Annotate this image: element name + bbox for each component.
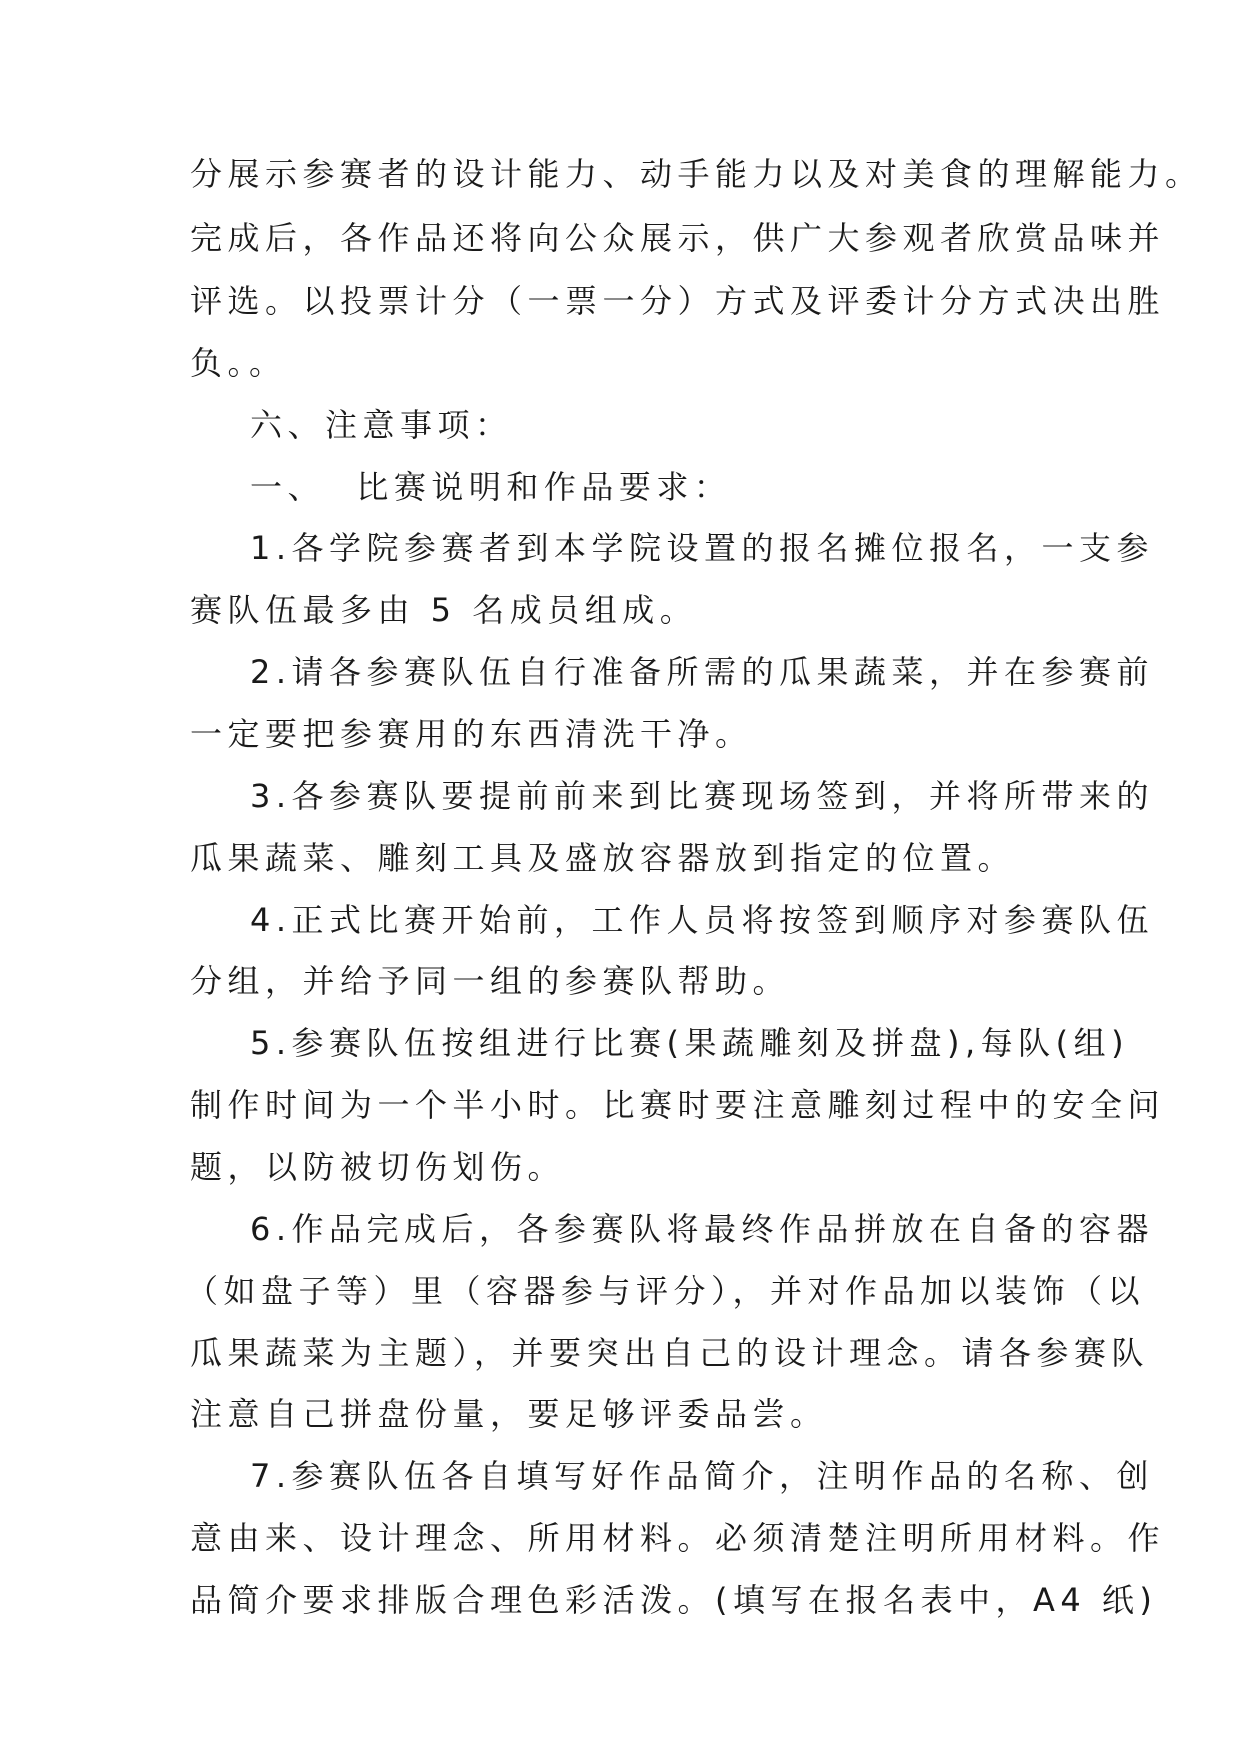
paragraph-line: 完成后，各作品还将向公众展示，供广大参观者欣赏品味并 (190, 219, 1166, 257)
list-item-3-line: 瓜果蔬菜、雕刻工具及盛放容器放到指定的位置。 (190, 839, 1016, 877)
list-item-5-line: 题，以防被切伤划伤。 (190, 1148, 566, 1186)
subsection-heading: 一、 比赛说明和作品要求： (250, 468, 732, 506)
paragraph-line: 评选。以投票计分（一票一分）方式及评委计分方式决出胜 (190, 282, 1166, 320)
paragraph-line: 分展示参赛者的设计能力、动手能力以及对美食的理解能力。 (190, 155, 1203, 193)
list-item-1-line: 赛队伍最多由 5 名成员组成。 (190, 591, 698, 629)
list-item-6-line: 注意自己拼盘份量，要足够评委品尝。 (190, 1395, 828, 1433)
list-item-7-line: 意由来、设计理念、所用材料。必须清楚注明所用材料。作 (190, 1519, 1166, 1557)
paragraph-line: 负。。 (190, 344, 287, 382)
list-item-2-line: 一定要把参赛用的东西清洗干净。 (190, 715, 753, 753)
list-item-5-line: 5.参赛队伍按组进行比赛(果蔬雕刻及拼盘),每队(组) (250, 1024, 1130, 1062)
list-item-6-line: （如盘子等）里（容器参与评分），并对作品加以装饰（以 (186, 1272, 1146, 1310)
list-item-7-line: 品简介要求排版合理色彩活泼。(填写在报名表中，A4 纸) (190, 1581, 1158, 1619)
list-item-1-line: 1.各学院参赛者到本学院设置的报名摊位报名，一支参 (250, 529, 1155, 567)
list-item-4-line: 分组，并给予同一组的参赛队帮助。 (190, 962, 791, 1000)
list-item-3-line: 3.各参赛队要提前前来到比赛现场签到，并将所带来的 (250, 777, 1155, 815)
section-heading: 六、注意事项： (250, 406, 513, 444)
list-item-6-line: 瓜果蔬菜为主题），并要突出自己的设计理念。请各参赛队 (190, 1334, 1150, 1372)
list-item-2-line: 2.请各参赛队伍自行准备所需的瓜果蔬菜，并在参赛前 (250, 653, 1155, 691)
list-item-6-line: 6.作品完成后，各参赛队将最终作品拼放在自备的容器 (250, 1210, 1155, 1248)
list-item-4-line: 4.正式比赛开始前，工作人员将按签到顺序对参赛队伍 (250, 901, 1155, 939)
list-item-7-line: 7.参赛队伍各自填写好作品简介，注明作品的名称、创 (250, 1457, 1155, 1495)
list-item-5-line: 制作时间为一个半小时。比赛时要注意雕刻过程中的安全问 (190, 1086, 1166, 1124)
